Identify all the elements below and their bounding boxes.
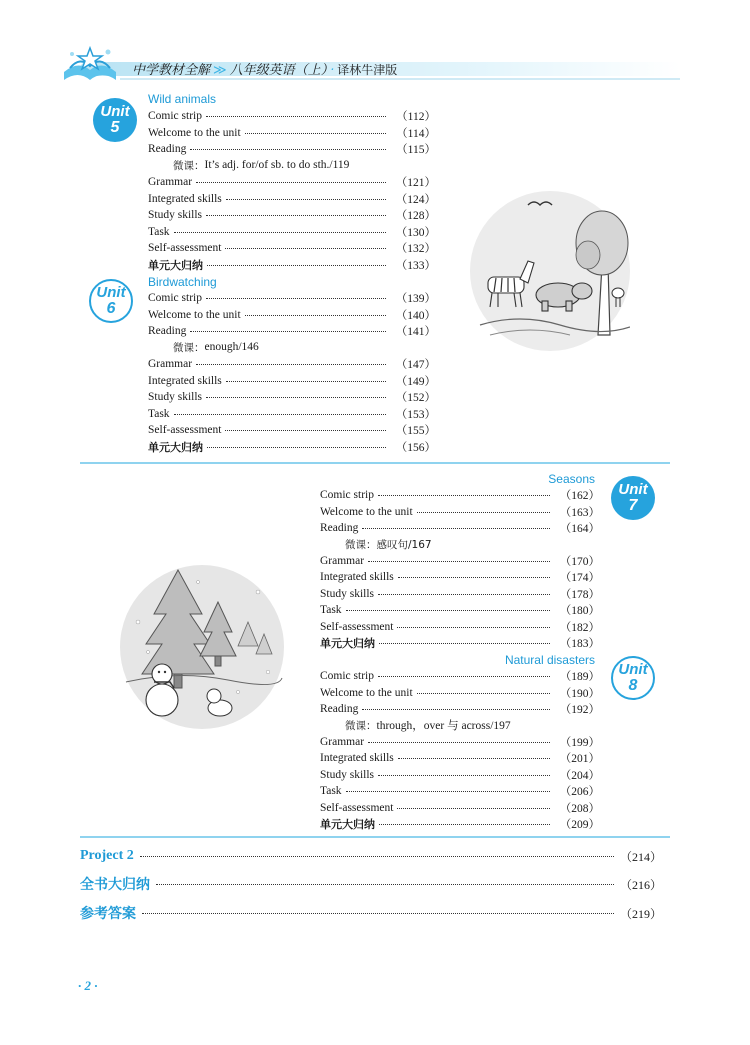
unit-label: Unit [100,103,130,120]
unit-label: Unit [618,661,648,678]
toc-entry[interactable]: Study skills （152） [148,391,436,405]
wild-animals-illustration [470,185,630,357]
unit-8-title: Natural disasters [504,653,595,667]
toc-entry[interactable]: Task （130） [148,225,436,239]
toc-entry[interactable]: 单元大归纳 （183） [320,637,600,651]
toc-entry[interactable]: Study skills （128） [148,209,436,223]
toc-entry[interactable]: 单元大归纳 （156） [148,440,436,454]
toc-entry[interactable]: Reading （141） [148,325,436,339]
toc-entry[interactable]: Welcome to the unit （190） [320,686,600,700]
unit-5-title: Wild animals [148,92,217,106]
toc-entry[interactable]: Task （206） [320,785,600,799]
toc-entry[interactable]: Self-assessment （182） [320,620,600,634]
toc-entry[interactable]: Reading （192） [320,703,600,717]
toc-entry[interactable]: Study skills （204） [320,768,600,782]
toc-book-summary[interactable]: 全书大归纳 （216） [80,877,662,893]
unit-7-title: Seasons [548,472,595,486]
unit-6-badge [88,278,134,324]
toc-entry[interactable]: Grammar （147） [148,358,436,372]
header-arrow-icon: ≫ [213,63,227,78]
toc-entry[interactable]: 单元大归纳 （209） [320,818,600,832]
edition-name: 译林牛津版 [337,63,398,77]
toc-entry[interactable]: Reading （164） [320,522,600,536]
toc-entry[interactable]: Self-assessment （208） [320,801,600,815]
toc-entry[interactable]: Welcome to the unit （163） [320,505,600,519]
toc-entry[interactable]: Welcome to the unit （114） [148,126,436,140]
winter-snowman-illustration [118,562,286,732]
unit-8-badge [610,655,656,701]
toc-entry[interactable]: Self-assessment （155） [148,424,436,438]
unit-number: 6 [106,300,116,317]
toc-entry[interactable]: Reading （115） [148,143,436,157]
unit-7-badge [610,475,656,521]
toc-entry[interactable]: Study skills （178） [320,587,600,601]
toc-entry[interactable]: Task （180） [320,604,600,618]
toc-entry[interactable]: Comic strip （189） [320,670,600,684]
toc-entry[interactable]: Grammar （121） [148,176,436,190]
micro-lesson[interactable]: 微课： 感叹句/167 [345,538,432,551]
unit-6-title: Birdwatching [148,275,217,289]
unit-number: 5 [110,119,120,136]
toc-entry[interactable]: Grammar （199） [320,735,600,749]
toc-entry[interactable]: Integrated skills （124） [148,192,436,206]
toc-project-2[interactable]: Project 2 （214） [80,848,662,864]
toc-entry[interactable]: Integrated skills （149） [148,374,436,388]
toc-entry[interactable]: Comic strip （139） [148,292,436,306]
unit-label: Unit [96,284,126,301]
book-logo-icon [58,42,122,86]
micro-lesson[interactable]: 微课： It’s adj. for/of sb. to do sth./119 [173,159,350,172]
page-number: · 2 · [78,978,98,993]
toc-entry[interactable]: Comic strip （112） [148,110,436,124]
toc-entry[interactable]: 单元大归纳 （133） [148,258,436,272]
toc-answer-key[interactable]: 参考答案 （219） [80,906,662,922]
toc-entry[interactable]: Integrated skills （201） [320,752,600,766]
unit-label: Unit [618,481,648,498]
header-title [132,59,397,78]
micro-lesson[interactable]: 微课： through，over 与 across/197 [345,719,511,732]
micro-lesson[interactable]: 微课： enough/146 [173,341,259,354]
toc-entry[interactable]: Comic strip （162） [320,489,600,503]
grade-name: 八年级英语（上） [229,63,328,78]
section-divider [80,836,670,838]
toc-entry[interactable]: Welcome to the unit （140） [148,308,436,322]
toc-entry[interactable]: Integrated skills （174） [320,571,600,585]
unit-number: 7 [628,497,638,514]
toc-entry[interactable]: Self-assessment （132） [148,242,436,256]
toc-entry[interactable]: Grammar （170） [320,554,600,568]
unit-number: 8 [628,677,638,694]
header-rule [120,78,680,80]
unit-5-badge [92,97,138,143]
section-divider [80,462,670,464]
toc-entry[interactable]: Task （153） [148,407,436,421]
header-separator: · [330,63,335,78]
page-header [0,0,750,95]
book-name: 中学教材全解 [132,63,211,78]
